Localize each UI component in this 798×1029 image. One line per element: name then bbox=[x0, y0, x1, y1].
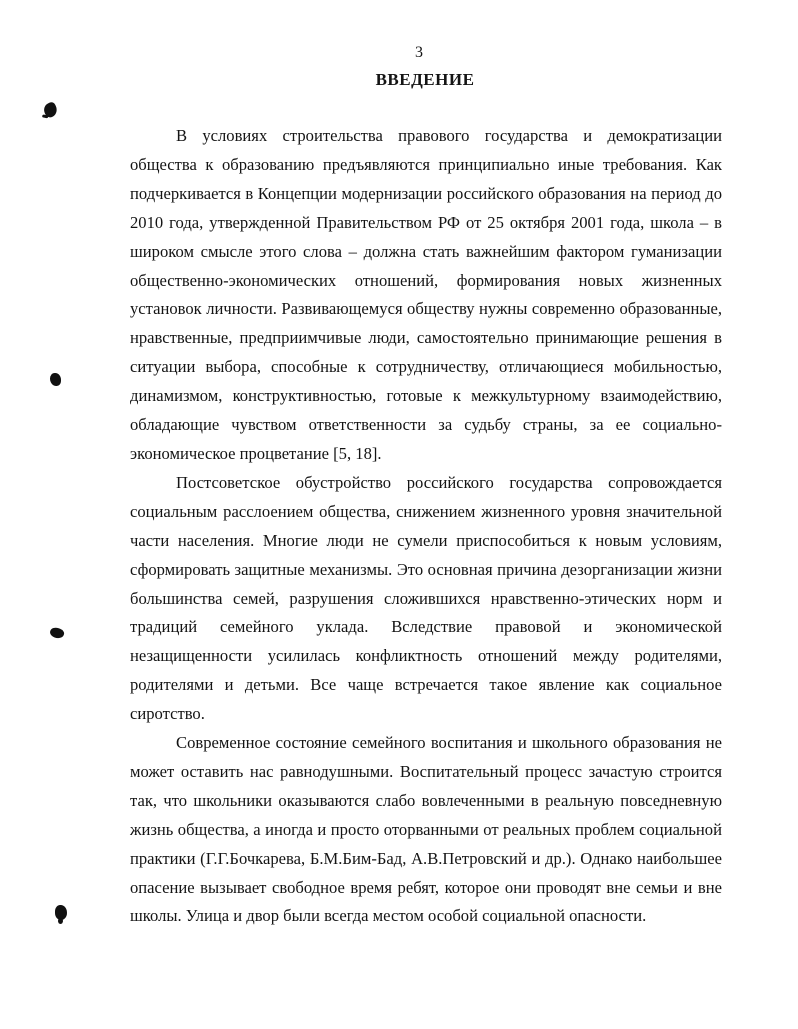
hole-punch-mark bbox=[49, 626, 66, 640]
paragraph: Постсоветское обустройство российского государства сопровождается социальным расслоением общества, снижением жизненного уровня значительной части населения. Многие люди не сумели приспособиться к новым условиям, сформировать защитные механизмы. Это основная причина дезорганизации жизни большинства семей, разрушения сложившихся нравственно-этических норм и традиций семейного уклада. Вследствие правовой и экономической незащищенности усилилась конфликтность отношений между родителями, родителями и детьми. Все чаще встречается такое явление как социальное сиротство. bbox=[130, 472, 722, 724]
hole-punch-mark bbox=[50, 373, 61, 386]
page-title: ВВЕДЕНИЕ bbox=[375, 70, 475, 89]
page-number: 3 bbox=[415, 44, 423, 61]
body-text bbox=[130, 122, 722, 931]
paragraph: Современное состояние семейного воспитания и школьного образования не может оставить нас равнодушными. Воспитательный процесс зачастую строится так, что школьники оказываются слабо вовлеченными в реальную повседневную жизнь общества, а иногда и просто оторванными от реальных проблем социальной практики (Г.Г.Бочкарева, Б.М.Бим-Бад, А.В.Петровский и др.). Однако наибольшее опасение вызывает свободное время ребят, которое они проводят вне семьи и вне школы. Улица и двор были всегда местом особой социальной опасности. bbox=[130, 733, 722, 926]
hole-punch-mark bbox=[42, 101, 60, 119]
hole-punch-mark bbox=[55, 905, 67, 920]
paragraph: В условиях строительства правового государства и демократизации общества к образованию предъявляются принципиально иные требования. Как подчеркивается в Концепции модернизации российского образования на период до 2010 года, утвержденной Правительством РФ от 25 октября 2001 года, школа – в широком смысле этого слова – должна стать важнейшим фактором гуманизации общественно-экономических отношений, формирования новых жизненных установок личности. Развивающемуся обществу нужны современно образованные, нравственные, предприимчивые люди, самостоятельно принимающие решения в ситуации выбора, способные к сотрудничеству, отличающиеся мобильностью, динамизмом, конструктивностью, готовые к межкультурному взаимодействию, обладающие чувством ответственности за судьбу страны, за ее социально-экономическое процветание [5, 18]. bbox=[130, 126, 722, 463]
